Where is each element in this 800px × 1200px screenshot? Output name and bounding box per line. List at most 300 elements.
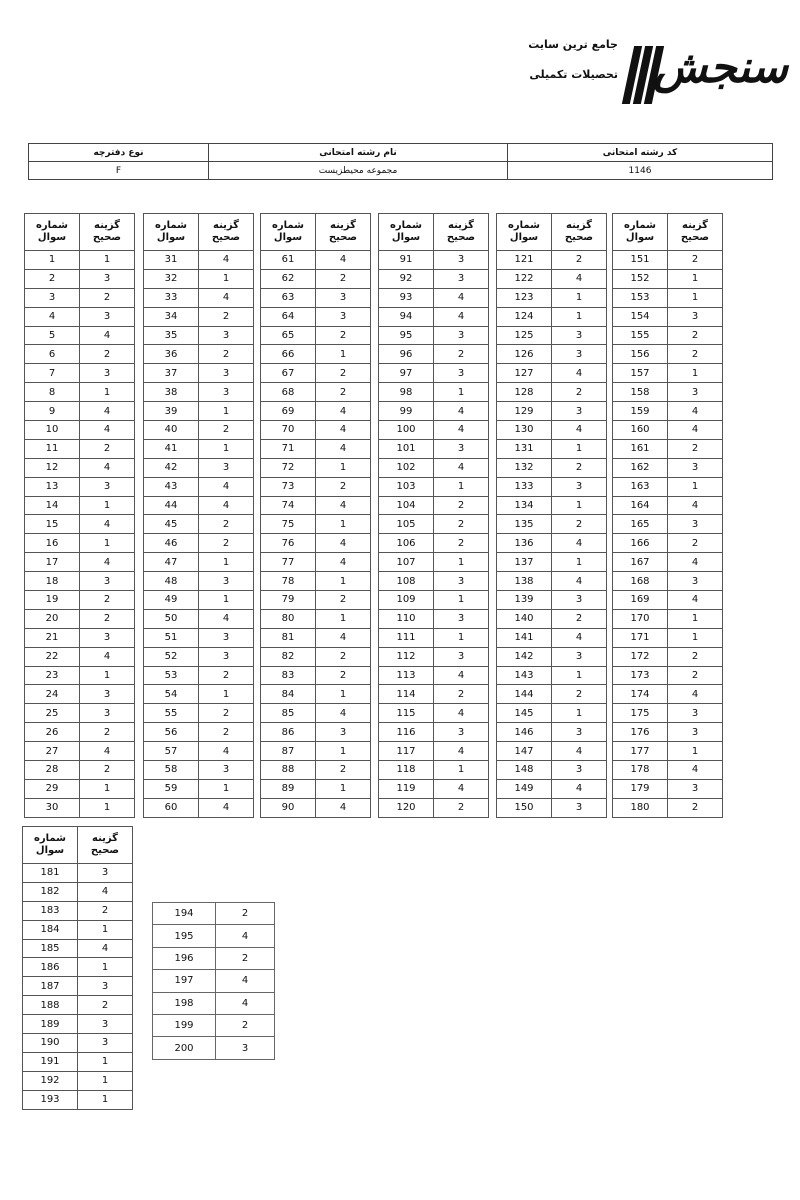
correct-answer: 4 bbox=[434, 458, 489, 477]
answer-column bbox=[143, 213, 254, 818]
answer-row bbox=[25, 666, 135, 685]
answer-row bbox=[25, 364, 135, 383]
question-number: 172 bbox=[613, 647, 668, 666]
correct-answer: 3 bbox=[668, 704, 723, 723]
answer-column bbox=[24, 213, 135, 818]
correct-answer: 4 bbox=[80, 421, 135, 440]
correct-answer: 3 bbox=[552, 402, 607, 421]
question-number-header: شماره سوال bbox=[23, 827, 78, 864]
question-number: 170 bbox=[613, 609, 668, 628]
correct-answer: 3 bbox=[199, 458, 254, 477]
correct-answer: 3 bbox=[434, 251, 489, 270]
question-number: 143 bbox=[497, 666, 552, 685]
correct-answer: 2 bbox=[668, 647, 723, 666]
question-number: 114 bbox=[379, 685, 434, 704]
correct-answer: 3 bbox=[80, 477, 135, 496]
correct-answer: 1 bbox=[78, 1071, 133, 1090]
correct-answer: 1 bbox=[199, 591, 254, 610]
correct-answer: 4 bbox=[316, 439, 371, 458]
correct-answer: 4 bbox=[316, 421, 371, 440]
correct-answer: 3 bbox=[434, 572, 489, 591]
correct-answer: 1 bbox=[199, 439, 254, 458]
answer-row bbox=[23, 1052, 133, 1071]
correct-answer: 2 bbox=[216, 947, 275, 969]
question-number: 124 bbox=[497, 307, 552, 326]
question-number: 19 bbox=[25, 591, 80, 610]
answer-row bbox=[261, 534, 371, 553]
answer-row bbox=[25, 742, 135, 761]
question-number: 25 bbox=[25, 704, 80, 723]
question-number: 11 bbox=[25, 439, 80, 458]
answer-row bbox=[613, 779, 723, 798]
question-number: 110 bbox=[379, 609, 434, 628]
question-number: 173 bbox=[613, 666, 668, 685]
answer-row bbox=[144, 534, 254, 553]
exam-name-value: مجموعه محیطزیست bbox=[209, 162, 508, 180]
answer-row bbox=[379, 383, 489, 402]
answer-row bbox=[144, 307, 254, 326]
correct-answer: 3 bbox=[316, 307, 371, 326]
answer-row bbox=[497, 477, 607, 496]
answer-row bbox=[613, 251, 723, 270]
answer-row bbox=[379, 591, 489, 610]
question-number: 164 bbox=[613, 496, 668, 515]
answer-row bbox=[144, 723, 254, 742]
correct-answer: 1 bbox=[434, 628, 489, 647]
answer-row bbox=[153, 903, 275, 925]
correct-answer: 2 bbox=[552, 515, 607, 534]
question-number: 169 bbox=[613, 591, 668, 610]
answer-row bbox=[261, 591, 371, 610]
correct-answer: 1 bbox=[434, 761, 489, 780]
correct-answer: 1 bbox=[434, 477, 489, 496]
answer-row bbox=[144, 251, 254, 270]
answer-row bbox=[261, 383, 371, 402]
answer-row bbox=[379, 761, 489, 780]
question-number: 106 bbox=[379, 534, 434, 553]
question-number: 179 bbox=[613, 779, 668, 798]
answer-row bbox=[613, 591, 723, 610]
correct-answer: 2 bbox=[199, 723, 254, 742]
question-number: 104 bbox=[379, 496, 434, 515]
question-number: 165 bbox=[613, 515, 668, 534]
answer-row bbox=[261, 477, 371, 496]
question-number: 131 bbox=[497, 439, 552, 458]
question-number: 95 bbox=[379, 326, 434, 345]
correct-answer: 1 bbox=[316, 685, 371, 704]
correct-answer: 2 bbox=[199, 307, 254, 326]
correct-answer: 2 bbox=[316, 761, 371, 780]
correct-answer: 4 bbox=[80, 647, 135, 666]
question-number: 89 bbox=[261, 779, 316, 798]
answer-row bbox=[25, 723, 135, 742]
correct-answer: 1 bbox=[199, 269, 254, 288]
answer-row bbox=[379, 439, 489, 458]
correct-answer: 3 bbox=[80, 704, 135, 723]
correct-answer: 2 bbox=[552, 609, 607, 628]
question-number: 187 bbox=[23, 977, 78, 996]
question-number: 146 bbox=[497, 723, 552, 742]
correct-answer: 4 bbox=[668, 591, 723, 610]
answer-column bbox=[378, 213, 489, 818]
answer-column-extra bbox=[152, 902, 275, 1060]
correct-answer: 3 bbox=[78, 1015, 133, 1034]
correct-answer: 4 bbox=[434, 666, 489, 685]
answer-column bbox=[496, 213, 607, 818]
question-number: 198 bbox=[153, 992, 216, 1014]
answer-row bbox=[497, 496, 607, 515]
question-number: 4 bbox=[25, 307, 80, 326]
question-number: 148 bbox=[497, 761, 552, 780]
correct-answer: 2 bbox=[552, 383, 607, 402]
question-number: 78 bbox=[261, 572, 316, 591]
answer-row bbox=[613, 647, 723, 666]
answer-row bbox=[144, 477, 254, 496]
answer-row bbox=[497, 421, 607, 440]
correct-answer: 4 bbox=[78, 882, 133, 901]
question-number: 94 bbox=[379, 307, 434, 326]
question-number: 192 bbox=[23, 1071, 78, 1090]
answer-row bbox=[613, 269, 723, 288]
correct-answer: 4 bbox=[434, 288, 489, 307]
question-number: 38 bbox=[144, 383, 199, 402]
question-number: 27 bbox=[25, 742, 80, 761]
question-number: 194 bbox=[153, 903, 216, 925]
correct-answer: 2 bbox=[552, 458, 607, 477]
question-number: 15 bbox=[25, 515, 80, 534]
question-number: 160 bbox=[613, 421, 668, 440]
answer-row bbox=[497, 288, 607, 307]
answer-row bbox=[379, 723, 489, 742]
answer-row bbox=[613, 383, 723, 402]
question-number-header: شماره سوال bbox=[379, 214, 434, 251]
question-number: 66 bbox=[261, 345, 316, 364]
question-number: 74 bbox=[261, 496, 316, 515]
answer-row bbox=[25, 572, 135, 591]
answer-row bbox=[25, 647, 135, 666]
answer-row bbox=[23, 1090, 133, 1109]
question-number: 43 bbox=[144, 477, 199, 496]
correct-answer: 1 bbox=[552, 666, 607, 685]
answer-row bbox=[144, 609, 254, 628]
answer-row bbox=[153, 1037, 275, 1059]
correct-answer: 4 bbox=[199, 742, 254, 761]
correct-answer: 4 bbox=[552, 779, 607, 798]
correct-answer: 4 bbox=[316, 496, 371, 515]
question-number: 29 bbox=[25, 779, 80, 798]
correct-answer: 2 bbox=[199, 421, 254, 440]
question-number: 145 bbox=[497, 704, 552, 723]
answer-row bbox=[23, 901, 133, 920]
correct-answer: 4 bbox=[552, 742, 607, 761]
correct-answer: 3 bbox=[199, 383, 254, 402]
correct-answer: 4 bbox=[199, 251, 254, 270]
question-number: 83 bbox=[261, 666, 316, 685]
question-number: 166 bbox=[613, 534, 668, 553]
question-number: 8 bbox=[25, 383, 80, 402]
answer-row bbox=[497, 666, 607, 685]
question-number: 72 bbox=[261, 458, 316, 477]
correct-answer: 4 bbox=[316, 704, 371, 723]
logo-tagline: جامع ترین سایت bbox=[528, 38, 618, 51]
correct-answer: 1 bbox=[668, 742, 723, 761]
answer-row bbox=[261, 364, 371, 383]
correct-answer: 4 bbox=[316, 628, 371, 647]
answer-row bbox=[379, 345, 489, 364]
question-number: 115 bbox=[379, 704, 434, 723]
answer-row bbox=[497, 383, 607, 402]
answer-row bbox=[613, 402, 723, 421]
answer-row bbox=[23, 1034, 133, 1053]
correct-answer: 1 bbox=[199, 402, 254, 421]
question-number: 105 bbox=[379, 515, 434, 534]
correct-answer: 3 bbox=[216, 1037, 275, 1059]
correct-answer: 3 bbox=[80, 364, 135, 383]
answer-row bbox=[613, 458, 723, 477]
question-number: 97 bbox=[379, 364, 434, 383]
question-number: 137 bbox=[497, 553, 552, 572]
correct-answer: 3 bbox=[552, 326, 607, 345]
answer-row bbox=[144, 647, 254, 666]
answer-row bbox=[261, 496, 371, 515]
answer-row bbox=[261, 439, 371, 458]
question-number: 14 bbox=[25, 496, 80, 515]
question-number: 34 bbox=[144, 307, 199, 326]
answer-row bbox=[497, 723, 607, 742]
correct-answer: 1 bbox=[78, 920, 133, 939]
question-number: 99 bbox=[379, 402, 434, 421]
answer-row bbox=[497, 251, 607, 270]
question-number: 190 bbox=[23, 1034, 78, 1053]
answer-row bbox=[613, 685, 723, 704]
correct-answer: 3 bbox=[668, 515, 723, 534]
question-number: 1 bbox=[25, 251, 80, 270]
question-number: 28 bbox=[25, 761, 80, 780]
correct-answer: 2 bbox=[434, 345, 489, 364]
correct-answer: 2 bbox=[80, 609, 135, 628]
answer-row bbox=[144, 591, 254, 610]
answer-row bbox=[497, 269, 607, 288]
question-number: 128 bbox=[497, 383, 552, 402]
exam-info-table bbox=[28, 143, 773, 180]
question-number: 151 bbox=[613, 251, 668, 270]
correct-answer: 3 bbox=[199, 364, 254, 383]
correct-answer: 3 bbox=[434, 609, 489, 628]
answer-row bbox=[25, 421, 135, 440]
answer-row bbox=[25, 591, 135, 610]
question-number: 154 bbox=[613, 307, 668, 326]
correct-answer: 3 bbox=[199, 628, 254, 647]
question-number: 108 bbox=[379, 572, 434, 591]
answer-row bbox=[261, 647, 371, 666]
question-number: 44 bbox=[144, 496, 199, 515]
correct-answer: 4 bbox=[434, 704, 489, 723]
question-number: 79 bbox=[261, 591, 316, 610]
correct-answer: 3 bbox=[199, 761, 254, 780]
question-number: 144 bbox=[497, 685, 552, 704]
answer-row bbox=[261, 515, 371, 534]
answer-row bbox=[613, 704, 723, 723]
question-number: 177 bbox=[613, 742, 668, 761]
answer-row bbox=[613, 761, 723, 780]
answer-row bbox=[497, 609, 607, 628]
answer-row bbox=[25, 458, 135, 477]
question-number: 91 bbox=[379, 251, 434, 270]
correct-answer: 4 bbox=[80, 515, 135, 534]
question-number: 59 bbox=[144, 779, 199, 798]
correct-answer: 2 bbox=[316, 269, 371, 288]
question-number: 123 bbox=[497, 288, 552, 307]
correct-answer: 4 bbox=[668, 402, 723, 421]
answer-row bbox=[25, 515, 135, 534]
question-number: 197 bbox=[153, 970, 216, 992]
correct-answer: 4 bbox=[668, 421, 723, 440]
correct-answer: 1 bbox=[78, 1090, 133, 1109]
answer-row bbox=[497, 761, 607, 780]
correct-answer: 1 bbox=[668, 477, 723, 496]
correct-answer: 3 bbox=[80, 269, 135, 288]
question-number: 31 bbox=[144, 251, 199, 270]
question-number: 129 bbox=[497, 402, 552, 421]
correct-answer: 3 bbox=[668, 723, 723, 742]
logo-brand: سنجش bbox=[653, 42, 788, 93]
answer-row bbox=[25, 383, 135, 402]
answer-row bbox=[144, 345, 254, 364]
question-number-header: شماره سوال bbox=[144, 214, 199, 251]
answer-row bbox=[25, 553, 135, 572]
question-number: 9 bbox=[25, 402, 80, 421]
correct-answer: 1 bbox=[80, 798, 135, 817]
question-number: 116 bbox=[379, 723, 434, 742]
correct-answer: 3 bbox=[552, 477, 607, 496]
question-number: 47 bbox=[144, 553, 199, 572]
correct-answer-header: گزینه صحیح bbox=[80, 214, 135, 251]
answer-row bbox=[379, 798, 489, 817]
answer-row bbox=[153, 1014, 275, 1036]
correct-answer: 4 bbox=[552, 269, 607, 288]
answer-row bbox=[144, 666, 254, 685]
question-number: 200 bbox=[153, 1037, 216, 1059]
answer-row bbox=[613, 572, 723, 591]
answer-row bbox=[613, 345, 723, 364]
correct-answer: 2 bbox=[316, 591, 371, 610]
answer-row bbox=[144, 458, 254, 477]
question-number: 21 bbox=[25, 628, 80, 647]
correct-answer: 3 bbox=[199, 572, 254, 591]
correct-answer: 1 bbox=[668, 288, 723, 307]
answer-row bbox=[261, 572, 371, 591]
answer-row bbox=[23, 977, 133, 996]
answer-row bbox=[144, 685, 254, 704]
correct-answer: 4 bbox=[668, 761, 723, 780]
correct-answer: 3 bbox=[434, 269, 489, 288]
correct-answer: 1 bbox=[316, 779, 371, 798]
question-number: 86 bbox=[261, 723, 316, 742]
answer-row bbox=[144, 628, 254, 647]
correct-answer: 4 bbox=[80, 742, 135, 761]
question-number: 161 bbox=[613, 439, 668, 458]
question-number-header: شماره سوال bbox=[25, 214, 80, 251]
correct-answer: 1 bbox=[552, 704, 607, 723]
correct-answer-header: گزینه صحیح bbox=[434, 214, 489, 251]
question-number: 182 bbox=[23, 882, 78, 901]
question-number: 184 bbox=[23, 920, 78, 939]
answer-row bbox=[379, 496, 489, 515]
answer-row bbox=[497, 628, 607, 647]
correct-answer: 4 bbox=[552, 421, 607, 440]
answer-row bbox=[261, 345, 371, 364]
correct-answer: 3 bbox=[552, 761, 607, 780]
correct-answer: 4 bbox=[316, 798, 371, 817]
answer-row bbox=[261, 685, 371, 704]
answer-row bbox=[379, 779, 489, 798]
question-number: 10 bbox=[25, 421, 80, 440]
question-number: 33 bbox=[144, 288, 199, 307]
answer-row bbox=[497, 402, 607, 421]
question-number: 17 bbox=[25, 553, 80, 572]
correct-answer: 4 bbox=[552, 572, 607, 591]
question-number: 16 bbox=[25, 534, 80, 553]
question-number: 36 bbox=[144, 345, 199, 364]
question-number: 98 bbox=[379, 383, 434, 402]
correct-answer: 3 bbox=[80, 685, 135, 704]
correct-answer: 3 bbox=[552, 591, 607, 610]
correct-answer: 4 bbox=[80, 458, 135, 477]
question-number: 62 bbox=[261, 269, 316, 288]
answer-row bbox=[613, 628, 723, 647]
question-number: 158 bbox=[613, 383, 668, 402]
answer-row bbox=[153, 947, 275, 969]
correct-answer: 2 bbox=[80, 761, 135, 780]
question-number: 92 bbox=[379, 269, 434, 288]
correct-answer: 4 bbox=[78, 939, 133, 958]
correct-answer: 3 bbox=[552, 723, 607, 742]
answer-row bbox=[144, 742, 254, 761]
answer-row bbox=[144, 496, 254, 515]
answer-row bbox=[25, 288, 135, 307]
question-number: 186 bbox=[23, 958, 78, 977]
correct-answer: 1 bbox=[80, 496, 135, 515]
answer-column bbox=[22, 826, 133, 1110]
question-number: 51 bbox=[144, 628, 199, 647]
question-number: 55 bbox=[144, 704, 199, 723]
correct-answer: 1 bbox=[434, 591, 489, 610]
question-number: 45 bbox=[144, 515, 199, 534]
answer-row bbox=[23, 864, 133, 883]
answer-row bbox=[144, 798, 254, 817]
question-number: 73 bbox=[261, 477, 316, 496]
answer-row bbox=[261, 251, 371, 270]
correct-answer: 1 bbox=[552, 553, 607, 572]
question-number: 81 bbox=[261, 628, 316, 647]
correct-answer: 1 bbox=[80, 251, 135, 270]
correct-answer: 1 bbox=[552, 496, 607, 515]
correct-answer: 4 bbox=[316, 251, 371, 270]
question-number: 93 bbox=[379, 288, 434, 307]
correct-answer: 4 bbox=[216, 970, 275, 992]
question-number: 168 bbox=[613, 572, 668, 591]
correct-answer: 3 bbox=[668, 779, 723, 798]
answer-row bbox=[144, 421, 254, 440]
correct-answer: 2 bbox=[199, 534, 254, 553]
question-number: 147 bbox=[497, 742, 552, 761]
question-number: 174 bbox=[613, 685, 668, 704]
answer-row bbox=[379, 515, 489, 534]
correct-answer: 2 bbox=[668, 666, 723, 685]
question-number: 113 bbox=[379, 666, 434, 685]
question-number: 60 bbox=[144, 798, 199, 817]
correct-answer: 4 bbox=[199, 477, 254, 496]
